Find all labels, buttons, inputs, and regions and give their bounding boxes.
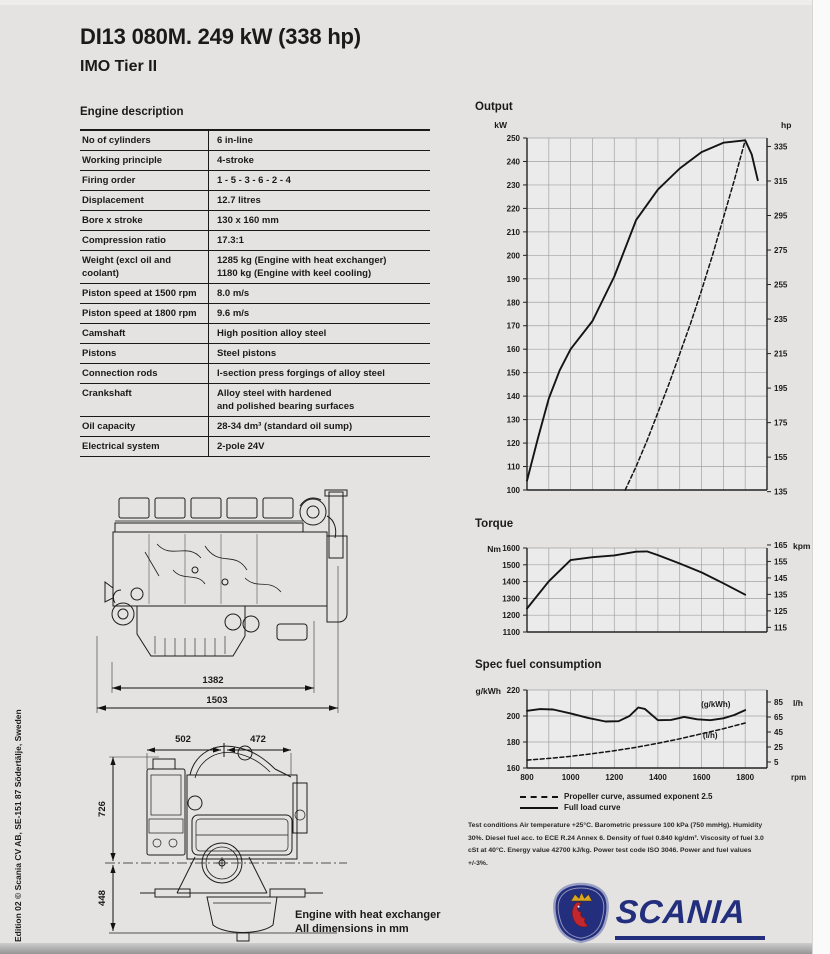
- svg-text:1300: 1300: [502, 594, 520, 604]
- svg-text:hp: hp: [781, 120, 792, 130]
- svg-text:(g/kWh): (g/kWh): [701, 699, 731, 709]
- output-chart: [460, 100, 828, 502]
- spec-value-line: and polished bearing surfaces: [217, 401, 355, 412]
- svg-text:135: 135: [774, 590, 788, 600]
- spec-label: Piston speed at 1800 rpm: [82, 308, 197, 319]
- spec-value: [208, 251, 430, 283]
- engine-side-view-drawing: [85, 486, 425, 716]
- table-row: [80, 437, 430, 457]
- svg-text:210: 210: [506, 227, 520, 237]
- svg-text:220: 220: [506, 204, 520, 214]
- page-right-edge: [812, 0, 830, 954]
- legend-item-full-load: [520, 802, 713, 813]
- dashed-line-sample: [520, 796, 558, 798]
- scania-emblem-icon: [550, 882, 612, 944]
- svg-text:230: 230: [506, 180, 520, 190]
- svg-text:1200: 1200: [605, 773, 624, 782]
- fuel-chart-title: Spec fuel consumption: [475, 659, 602, 671]
- spec-value: 12.7 litres: [208, 191, 430, 210]
- svg-text:1100: 1100: [502, 628, 520, 637]
- svg-text:1500: 1500: [502, 560, 520, 570]
- svg-text:315: 315: [774, 176, 788, 186]
- svg-text:1800: 1800: [736, 773, 755, 782]
- svg-text:200: 200: [506, 712, 520, 721]
- spec-value-line: Alloy steel with hardened: [217, 388, 332, 399]
- svg-text:130: 130: [506, 415, 520, 425]
- svg-text:170: 170: [506, 321, 520, 331]
- svg-text:Nm: Nm: [487, 544, 501, 554]
- svg-text:275: 275: [774, 246, 788, 256]
- spec-label: Weight (excl oil and coolant): [82, 255, 172, 279]
- spec-value: 4-stroke: [208, 151, 430, 170]
- dimension-label-472: 472: [250, 734, 266, 745]
- svg-text:250: 250: [506, 134, 520, 143]
- legend-item-propeller: [520, 791, 713, 802]
- svg-text:120: 120: [506, 439, 520, 449]
- svg-text:175: 175: [774, 418, 788, 428]
- spec-label: Displacement: [82, 195, 144, 206]
- svg-text:240: 240: [506, 157, 520, 167]
- engine-description-table: [80, 129, 430, 457]
- table-row: [80, 171, 430, 191]
- chart-legend: [520, 791, 713, 813]
- svg-text:1000: 1000: [561, 773, 580, 782]
- svg-text:190: 190: [506, 274, 520, 284]
- svg-text:1600: 1600: [502, 544, 520, 553]
- spec-value: 2-pole 24V: [208, 437, 430, 456]
- edition-note: Edition 02 © Scania CV AB, SE-151 87 Södertälje, Sweden: [13, 709, 23, 942]
- spec-value: 17.3:1: [208, 231, 430, 250]
- svg-text:45: 45: [774, 727, 783, 737]
- dimension-label-1382: 1382: [202, 675, 224, 686]
- table-row: [80, 151, 430, 171]
- dimension-label-502: 502: [175, 734, 191, 745]
- svg-text:150: 150: [506, 368, 520, 378]
- svg-text:155: 155: [774, 453, 788, 463]
- table-row: [80, 251, 430, 284]
- table-row: [80, 211, 430, 231]
- svg-text:(l/h): (l/h): [702, 731, 718, 741]
- svg-text:295: 295: [774, 211, 788, 221]
- spec-value: 28-34 dm³ (standard oil sump): [208, 417, 430, 436]
- spec-value: [208, 384, 430, 416]
- svg-text:85: 85: [774, 697, 783, 707]
- dimension-label-448: 448: [97, 890, 108, 906]
- svg-text:1400: 1400: [649, 773, 667, 782]
- dimension-label-726: 726: [97, 801, 108, 817]
- spec-value: High position alloy steel: [208, 324, 430, 343]
- drawing-caption-line1: Engine with heat exchanger: [295, 909, 441, 921]
- svg-text:1200: 1200: [502, 611, 520, 621]
- table-row: [80, 284, 430, 304]
- table-row: [80, 231, 430, 251]
- page-title: DI13 080M. 249 kW (338 hp): [80, 24, 361, 49]
- logo-underline: [615, 936, 765, 940]
- output-chart-title: Output: [475, 101, 513, 113]
- spec-label: Bore x stroke: [82, 215, 143, 226]
- spec-value: 6 in-line: [208, 131, 430, 150]
- svg-text:220: 220: [506, 686, 520, 695]
- svg-text:kpm: kpm: [793, 540, 811, 551]
- svg-text:135: 135: [774, 487, 788, 497]
- page-top-edge: [0, 0, 812, 5]
- svg-text:5: 5: [774, 757, 779, 767]
- spec-label: Connection rods: [82, 368, 158, 379]
- svg-text:160: 160: [506, 345, 520, 355]
- svg-text:110: 110: [507, 462, 520, 472]
- table-row: [80, 344, 430, 364]
- svg-text:115: 115: [774, 623, 787, 633]
- spec-value: Steel pistons: [208, 344, 430, 363]
- spec-value: 8.0 m/s: [208, 284, 430, 303]
- table-row: [80, 384, 430, 417]
- svg-text:145: 145: [774, 573, 788, 583]
- svg-text:180: 180: [506, 298, 520, 308]
- drawing-caption: [295, 908, 440, 937]
- spec-label: No of cylinders: [82, 135, 151, 146]
- torque-chart-title: Torque: [475, 518, 514, 530]
- svg-text:65: 65: [774, 712, 783, 722]
- fuel-chart: [460, 680, 828, 792]
- spec-label: Electrical system: [82, 441, 160, 452]
- spec-value-line: 1180 kg (Engine with keel cooling): [217, 268, 372, 279]
- spec-label: Compression ratio: [82, 235, 166, 246]
- dimension-label-1503: 1503: [206, 695, 228, 706]
- engine-description-heading: Engine description: [80, 106, 184, 118]
- svg-text:180: 180: [506, 738, 520, 747]
- spec-label: Pistons: [82, 348, 117, 359]
- spec-label: Firing order: [82, 175, 136, 186]
- svg-text:g/kWh: g/kWh: [475, 686, 501, 696]
- svg-text:rpm: rpm: [791, 773, 807, 782]
- svg-text:195: 195: [774, 384, 788, 394]
- svg-text:kW: kW: [494, 120, 507, 130]
- table-row: [80, 324, 430, 344]
- spec-value: 1 - 5 - 3 - 6 - 2 - 4: [208, 171, 430, 190]
- torque-chart: [460, 538, 828, 650]
- spec-value: 9.6 m/s: [208, 304, 430, 323]
- svg-text:1600: 1600: [692, 773, 711, 782]
- svg-text:165: 165: [774, 540, 788, 550]
- svg-text:1400: 1400: [502, 577, 520, 587]
- spec-value-line: 1285 kg (Engine with heat exchanger): [217, 255, 387, 266]
- scania-wordmark: SCANIA: [614, 893, 747, 930]
- svg-text:25: 25: [774, 742, 783, 752]
- test-conditions: Test conditions Air temperature +25°C. Barometric pressure 100 kPa (750 mmHg). Humidity 30%. Diesel fuel acc. to ECE R.24 Annex 6. Density of fuel 0.840 kg/dm³. Viscosity of fuel 3.0 cSt at 40°C. Energy value 42700 kJ/kg. Power test code ISO 3046. Power and fuel values +/-3%.: [468, 822, 764, 867]
- page-subtitle: IMO Tier II: [80, 58, 158, 75]
- table-row: [80, 364, 430, 384]
- svg-text:200: 200: [506, 251, 520, 261]
- svg-text:l/h: l/h: [793, 697, 803, 708]
- spec-label: Piston speed at 1500 rpm: [82, 288, 197, 299]
- spec-label: Camshaft: [82, 328, 126, 339]
- table-row: [80, 131, 430, 151]
- svg-text:155: 155: [774, 557, 788, 567]
- solid-line-sample: [520, 807, 558, 809]
- svg-text:255: 255: [774, 280, 788, 290]
- legend-label: Propeller curve, assumed exponent 2.5: [564, 792, 713, 801]
- svg-text:800: 800: [520, 773, 534, 782]
- spec-value: I-section press forgings of alloy steel: [208, 364, 430, 383]
- svg-text:100: 100: [506, 486, 520, 495]
- spec-label: Oil capacity: [82, 421, 136, 432]
- svg-text:140: 140: [506, 392, 520, 402]
- svg-text:235: 235: [774, 315, 788, 325]
- spec-label: Crankshaft: [82, 388, 132, 399]
- spec-label: Working principle: [82, 155, 163, 166]
- table-row: [80, 191, 430, 211]
- legend-label: Full load curve: [564, 803, 621, 812]
- table-row: [80, 304, 430, 324]
- drawing-caption-line2: All dimensions in mm: [295, 923, 409, 936]
- spec-value: 130 x 160 mm: [208, 211, 430, 230]
- svg-text:215: 215: [774, 349, 788, 359]
- svg-text:160: 160: [506, 764, 520, 773]
- table-row: [80, 417, 430, 437]
- svg-text:125: 125: [774, 606, 788, 616]
- svg-text:335: 335: [774, 142, 788, 152]
- page-bottom-edge: [0, 943, 812, 954]
